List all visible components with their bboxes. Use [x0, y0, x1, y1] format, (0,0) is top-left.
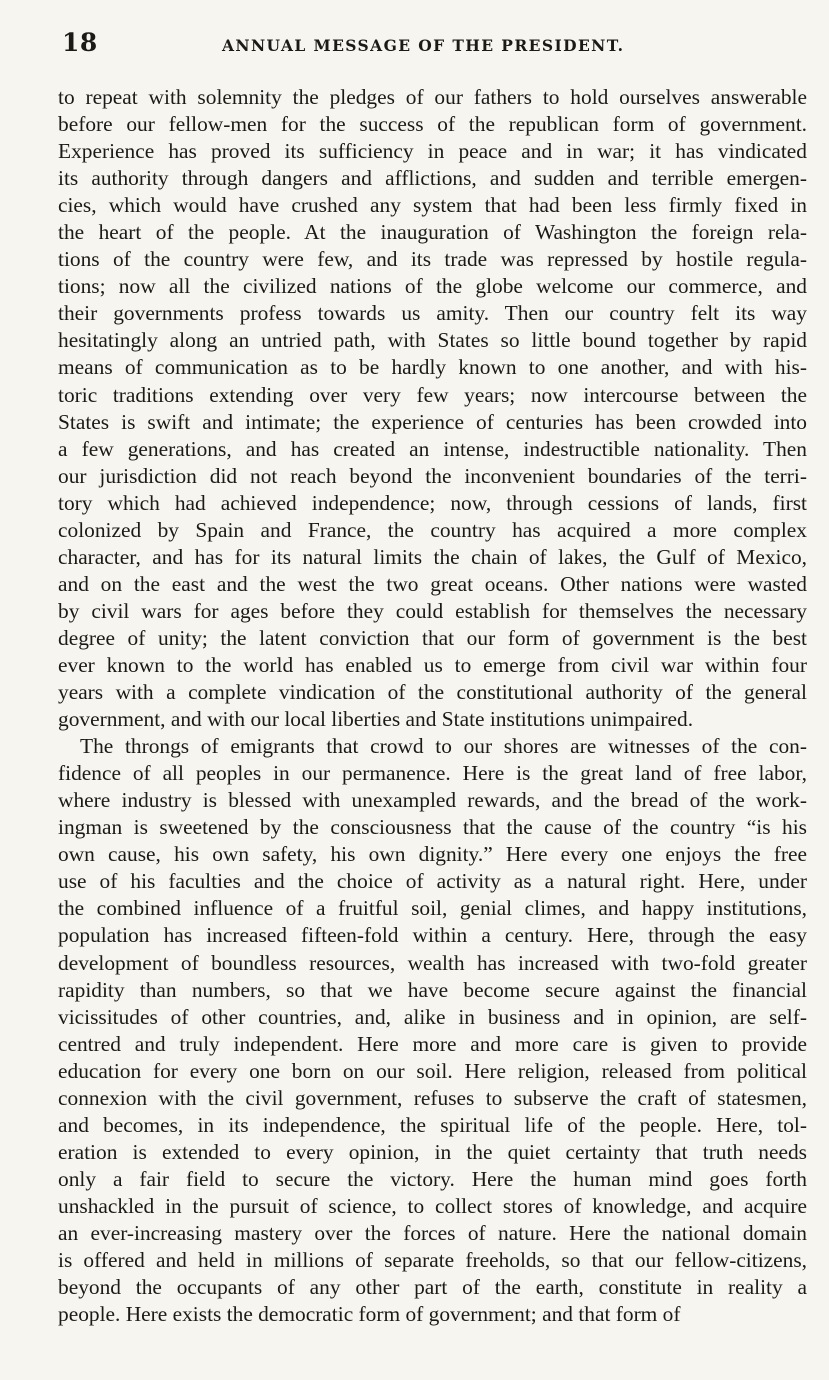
text-line: beyond the occupants of any other part of the earth, constitute in reality a: [58, 1275, 807, 1300]
text-line: toric traditions extending over very few years; now intercourse between the: [58, 382, 807, 407]
text-line: its authority through dangers and afflictions, and sudden and terrible emergen-: [58, 166, 807, 191]
text-line: only a fair field to secure the victory. Here the human mind goes forth: [58, 1166, 807, 1191]
text-line: the heart of the people. At the inauguration of Washington the foreign rela-: [58, 220, 807, 245]
text-line: hesitatingly along an untried path, with States so little bound together by rapid: [58, 328, 807, 353]
text-line: States is swift and intimate; the experience of centuries has been crowded into: [58, 409, 807, 434]
text-line: eration is extended to every opinion, in the quiet certainty that truth needs: [58, 1139, 807, 1164]
text-line: tory which had achieved independence; now, through cessions of lands, first: [58, 490, 807, 515]
text-line: an ever-increasing mastery over the forces of nature. Here the national domain: [58, 1220, 807, 1245]
text-line: is offered and held in millions of separate freeholds, so that our fellow-citizens,: [58, 1248, 807, 1273]
text-line: rapidity than numbers, so that we have become secure against the financial: [58, 977, 807, 1002]
text-line: our jurisdiction did not reach beyond the inconvenient boundaries of the terri-: [58, 463, 807, 488]
text-line: by civil wars for ages before they could establish for themselves the necessary: [58, 598, 807, 623]
text-line: tions; now all the civilized nations of the globe welcome our commerce, and: [58, 274, 807, 299]
page-number: 18: [62, 28, 98, 57]
text-line: degree of unity; the latent conviction that our form of government is the best: [58, 625, 807, 650]
page-header: [58, 28, 807, 68]
text-line: government, and with our local liberties and State institutions unimpaired.: [58, 707, 694, 732]
text-line: Experience has proved its sufficiency in peace and in war; it has vindicated: [58, 139, 807, 164]
text-line: connexion with the civil government, refuses to subserve the craft of statesmen,: [58, 1085, 807, 1110]
text-line: means of communication as to be hardly known to one another, and with his-: [58, 355, 807, 380]
text-line: before our fellow-men for the success of the republican form of government.: [58, 112, 807, 137]
text-line: development of boundless resources, wealth has increased with two-fold greater: [58, 950, 807, 975]
paragraph-2: [58, 733, 807, 1328]
text-line: tions of the country were few, and its trade was repressed by hostile regula-: [58, 247, 807, 272]
text-line: centred and truly independent. Here more and more care is given to provide: [58, 1031, 807, 1056]
text-line: a few generations, and has created an intense, indestructible nationality. Then: [58, 436, 807, 461]
text-line: fidence of all peoples in our permanence. Here is the great land of free labor,: [58, 761, 807, 786]
text-line: where industry is blessed with unexampled rewards, and the bread of the work-: [58, 788, 807, 813]
text-line: to repeat with solemnity the pledges of our fathers to hold ourselves answerable: [58, 85, 807, 109]
body-text: [58, 84, 807, 1328]
text-line: and on the east and the west the two great oceans. Other nations were wasted: [58, 571, 807, 596]
text-line: population has increased fifteen-fold within a century. Here, through the easy: [58, 923, 807, 948]
running-title: ANNUAL MESSAGE OF THE PRESIDENT.: [222, 36, 625, 55]
text-line: years with a complete vindication of the constitutional authority of the general: [58, 680, 807, 705]
text-line: ever known to the world has enabled us to emerge from civil war within four: [58, 652, 807, 677]
text-line: and becomes, in its independence, the spiritual life of the people. Here, tol-: [58, 1112, 807, 1137]
text-line: people. Here exists the democratic form of government; and that form of: [58, 1302, 681, 1327]
text-line: the combined influence of a fruitful soil, genial climes, and happy institutions,: [58, 896, 807, 921]
text-line: character, and has for its natural limits the chain of lakes, the Gulf of Mexico,: [58, 544, 807, 569]
text-line: vicissitudes of other countries, and, alike in business and in opinion, are self-: [58, 1004, 807, 1029]
paragraph-1: [58, 84, 807, 733]
text-line: own cause, his own safety, his own dignity.” Here every one enjoys the free: [58, 842, 807, 867]
text-line: The throngs of emigrants that crowd to our shores are witnesses of the con-: [80, 734, 807, 759]
text-line: their governments profess towards us amity. Then our country felt its way: [58, 301, 807, 326]
text-line: cies, which would have crushed any system that had been less firmly fixed in: [58, 193, 807, 218]
text-line: unshackled in the pursuit of science, to collect stores of knowledge, and acquire: [58, 1193, 807, 1218]
text-line: education for every one born on our soil. Here religion, released from political: [58, 1058, 807, 1083]
text-line: ingman is sweetened by the consciousness that the cause of the country “is his: [58, 815, 807, 840]
text-line: colonized by Spain and France, the country has acquired a more complex: [58, 517, 807, 542]
text-line: use of his faculties and the choice of activity as a natural right. Here, under: [58, 869, 807, 894]
